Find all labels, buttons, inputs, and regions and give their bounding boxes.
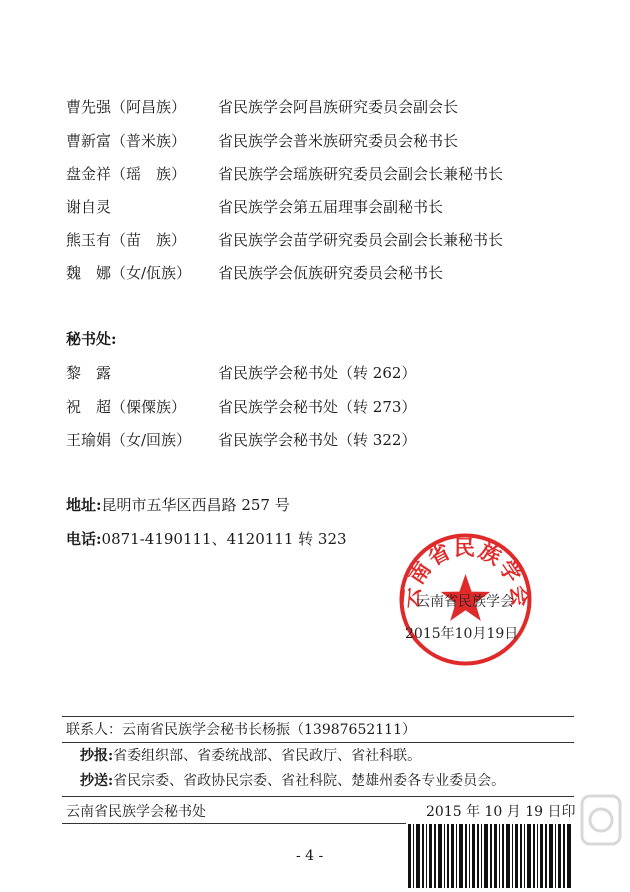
- member-role: 省民族学会佤族研究委员会秘书长: [218, 264, 444, 282]
- member-name: 王瑜娟（女/回族）: [66, 431, 192, 449]
- member-name: 祝 超（傈僳族）: [66, 398, 187, 416]
- member-row: [66, 129, 586, 153]
- issuer: 云南省民族学会秘书处: [66, 804, 206, 820]
- cc-report-line: [80, 745, 421, 767]
- member-role: 省民族学会秘书处（转 322）: [218, 431, 417, 449]
- member-name: 曹新富（普米族）: [66, 132, 187, 150]
- member-name: 黎 露: [66, 364, 112, 382]
- contact-person: 联系人：云南省民族学会秘书长杨振（13987652111）: [66, 722, 416, 738]
- phone-value: 0871-4190111、4120111 转 323: [101, 530, 347, 548]
- secretariat-row: [66, 428, 586, 452]
- phone-line: [66, 527, 347, 551]
- divider: [62, 716, 574, 717]
- member-role: 省民族学会普米族研究委员会秘书长: [218, 132, 459, 150]
- member-role: 省民族学会苗学研究委员会副会长兼秘书长: [218, 231, 504, 249]
- phone-label: 电话:: [66, 530, 102, 548]
- address-label: 地址:: [66, 496, 102, 514]
- secretariat-row: [66, 361, 586, 385]
- member-role: 省民族学会阿昌族研究委员会副会长: [218, 98, 459, 116]
- member-role: 省民族学会秘书处（转 273）: [218, 398, 417, 416]
- member-row: [66, 95, 586, 119]
- secretariat-title: 秘书处:: [66, 330, 117, 348]
- divider: [62, 742, 574, 743]
- member-name: 熊玉有（苗 族）: [66, 231, 187, 249]
- print-date: 2015 年 10 月 19 日印: [426, 804, 576, 820]
- page-number: - 4 -: [296, 848, 324, 864]
- watermark-icon: [578, 790, 626, 850]
- member-name: 盘金祥（瑶 族）: [66, 165, 187, 183]
- member-name: 曹先强（阿昌族）: [66, 98, 187, 116]
- member-role: 省民族学会瑶族研究委员会副会长兼秘书长: [218, 165, 504, 183]
- member-role: 省民族学会秘书处（转 262）: [218, 364, 417, 382]
- member-name: 谢自灵: [66, 198, 112, 216]
- seal-date: 2015年10月19日: [405, 626, 519, 642]
- member-name: 魏 娜（女/佤族）: [66, 264, 192, 282]
- cc-send-label: 抄送:: [80, 773, 114, 789]
- divider: [62, 796, 574, 797]
- seal-caption: 云南省民族学会: [416, 594, 514, 610]
- address-line: [66, 493, 290, 517]
- cc-send-line: [80, 770, 505, 792]
- secretariat-row: [66, 395, 586, 419]
- cc-send-value: 省民宗委、省政协民宗委、省社科院、楚雄州委各专业委员会。: [113, 773, 506, 789]
- member-row: [66, 195, 586, 219]
- member-role: 省民族学会第五届理事会副秘书长: [218, 198, 444, 216]
- seal-text: 云南省民族学会: [398, 536, 533, 610]
- barcode-image: [406, 822, 574, 890]
- member-row: [66, 228, 586, 252]
- member-row: [66, 162, 586, 186]
- address-value: 昆明市五华区西昌路 257 号: [101, 496, 290, 514]
- cc-report-label: 抄报:: [80, 748, 114, 764]
- cc-report-value: 省委组织部、省委统战部、省民政厅、省社科联。: [113, 748, 422, 764]
- member-row: [66, 261, 586, 285]
